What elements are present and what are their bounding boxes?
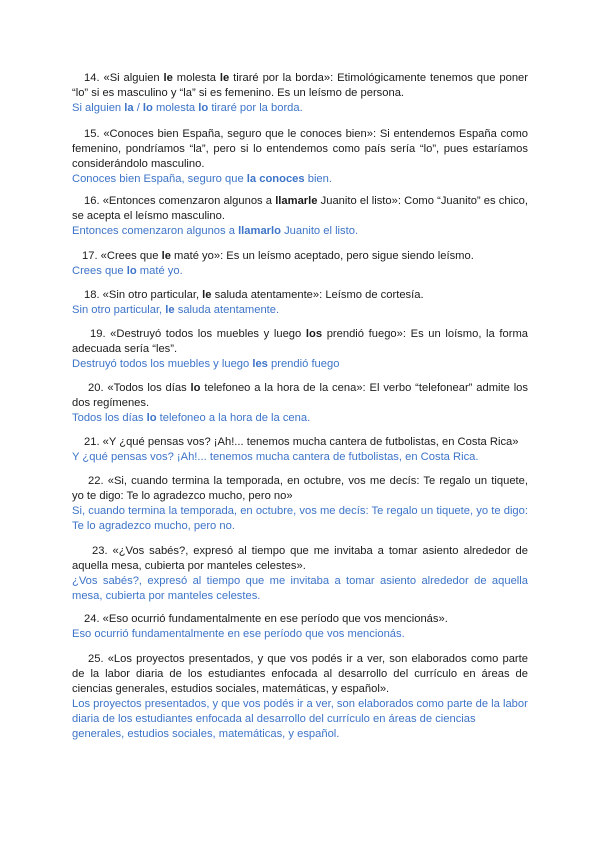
text-run: ¿Vos sabés?, expresó al tiempo que me invitaba a tomar asiento alrededor de aquella mesa, cubierta por manteles celestes. xyxy=(72,575,528,602)
text-run: 18. «Sin otro particular, xyxy=(84,289,203,301)
text-run: prendió fuego xyxy=(267,358,340,370)
text-run: Y ¿qué pensas vos? ¡Ah!... tenemos mucha cantera de futbolistas, en Costa Rica. xyxy=(72,451,479,463)
text-run: 16. «Entonces comenzaron algunos a xyxy=(84,195,276,207)
text-run: maté yo»: Es un leísmo aceptado, pero sigue siendo leísmo. xyxy=(170,250,474,262)
exercise-25 xyxy=(72,652,528,742)
text-run: 20. «Todos los días xyxy=(88,382,191,394)
text-run: telefoneo a la hora de la cena. xyxy=(156,412,311,424)
pronoun-highlight: lo xyxy=(190,382,201,394)
text-run: 19. «Destruyó todos los muebles y luego xyxy=(90,328,306,340)
text-run: Juanito el listo»: Como “Juanito” es chico, se acepta el leísmo masculino. xyxy=(72,195,528,222)
pronoun-highlight: le xyxy=(161,250,171,262)
exercise-24 xyxy=(72,612,528,642)
pronoun-highlight: la conoces xyxy=(246,173,305,185)
text-run: Los proyectos presentados, y que vos podés ir a ver, son elaborados como parte de la labor diaria de los estudiantes enfocada al desarrollo del currículo en áreas de ciencias generales, estudios sociales, matemáticas, y español. xyxy=(72,698,528,740)
exercise-correction xyxy=(72,450,528,465)
exercise-17 xyxy=(72,249,528,279)
exercise-correction xyxy=(72,101,528,116)
exercise-23 xyxy=(72,544,528,604)
exercise-question xyxy=(72,652,528,697)
exercise-question xyxy=(72,327,528,357)
text-run: Si alguien xyxy=(72,102,125,114)
exercise-14 xyxy=(72,71,528,116)
text-run: Sin otro particular, xyxy=(72,304,166,316)
exercise-19 xyxy=(72,327,528,372)
text-run: Conoces bien España, seguro que xyxy=(72,173,247,185)
pronoun-highlight: los xyxy=(305,328,323,340)
exercise-correction xyxy=(72,411,528,426)
pronoun-highlight: le xyxy=(165,304,175,316)
exercise-correction xyxy=(72,303,528,318)
exercise-question xyxy=(72,127,528,172)
exercise-correction xyxy=(72,224,528,239)
text-run: Crees que xyxy=(72,265,127,277)
exercise-correction xyxy=(72,504,528,534)
exercise-question xyxy=(72,544,528,574)
exercise-question xyxy=(72,612,528,627)
exercise-correction xyxy=(72,627,528,642)
exercise-16 xyxy=(72,194,528,239)
exercise-correction xyxy=(72,357,528,372)
text-run: saluda atentamente. xyxy=(174,304,280,316)
exercise-15 xyxy=(72,127,528,187)
pronoun-highlight: llamarlo xyxy=(238,225,281,237)
text-run: telefoneo a la hora de la cena»: El verbo “telefonear” admite los dos regímenes. xyxy=(72,382,528,409)
exercise-question xyxy=(72,435,528,450)
text-run: 22. «Si, cuando termina la temporada, en octubre, vos me decís: Te regalo un tiquete, yo te digo: Te lo agradezco mucho, pero no» xyxy=(72,475,528,502)
text-run: Todos los días xyxy=(72,412,147,424)
pronoun-highlight: llamarle xyxy=(275,195,318,207)
text-run: 23. «¿Vos sabés?, expresó al tiempo que me invitaba a tomar asiento alrededor de aquella mesa, cubierta por manteles celestes». xyxy=(72,545,528,572)
text-run: tiraré por la borda. xyxy=(208,102,303,114)
text-run: 15. «Conoces bien España, seguro que le conoces bien»: Si entendemos España como femenino, pondríamos “la”, pero si lo entendemos como país sería “lo”, pues estaríamos considerándolo masculino. xyxy=(72,128,528,170)
text-run: 24. «Eso ocurrió fundamentalmente en ese período que vos mencionás». xyxy=(84,613,448,625)
exercise-question xyxy=(72,381,528,411)
text-run: molesta xyxy=(152,102,199,114)
exercise-question xyxy=(72,288,528,303)
exercise-22 xyxy=(72,474,528,534)
text-run: maté yo. xyxy=(136,265,183,277)
text-run: Eso ocurrió fundamentalmente en ese período que vos mencionás. xyxy=(72,628,405,640)
exercise-question xyxy=(72,474,528,504)
pronoun-highlight: le xyxy=(163,72,173,84)
text-run: Juanito el listo. xyxy=(280,225,359,237)
exercise-18 xyxy=(72,288,528,318)
exercise-correction xyxy=(72,574,528,604)
exercise-question xyxy=(72,249,528,264)
pronoun-highlight: lo xyxy=(142,102,153,114)
exercise-correction xyxy=(72,697,528,742)
text-run: molesta xyxy=(172,72,220,84)
pronoun-highlight: lo xyxy=(126,265,137,277)
text-run: 25. «Los proyectos presentados, y que vos podés ir a ver, son elaborados como parte de la labor diaria de los estudiantes enfocada al desarrollo del currículo en áreas de ciencias generales, estudios sociales, matemáticas, y español». xyxy=(72,653,528,695)
pronoun-highlight: les xyxy=(252,358,268,370)
text-run: Destruyó todos los muebles y luego xyxy=(72,358,253,370)
exercise-question xyxy=(72,71,528,101)
pronoun-highlight: lo xyxy=(146,412,157,424)
text-run: 14. «Si alguien xyxy=(84,72,164,84)
text-run: / xyxy=(133,102,143,114)
pronoun-highlight: le xyxy=(219,72,230,84)
text-run: Entonces comenzaron algunos a xyxy=(72,225,239,237)
text-run: prendió fuego»: Es un loísmo, la forma adecuada sería “les”. xyxy=(72,328,528,355)
text-run: Si, cuando termina la temporada, en octubre, vos me decís: Te regalo un tiquete, yo te digo: Te lo agradezco mucho, pero no. xyxy=(72,505,528,532)
text-run: bien. xyxy=(304,173,332,185)
text-run: 21. «Y ¿qué pensas vos? ¡Ah!... tenemos mucha cantera de futbolistas, en Costa Rica» xyxy=(84,436,519,448)
pronoun-highlight: la xyxy=(124,102,134,114)
text-run: 17. «Crees que xyxy=(82,250,162,262)
exercise-correction xyxy=(72,172,528,187)
pronoun-highlight: lo xyxy=(198,102,209,114)
exercise-20 xyxy=(72,381,528,426)
exercise-21 xyxy=(72,435,528,465)
pronoun-highlight: le xyxy=(202,289,212,301)
text-run: saluda atentamente»: Leísmo de cortesía. xyxy=(211,289,424,301)
exercise-question xyxy=(72,194,528,224)
text-run: tiraré por la borda»: Etimológicamente tenemos que poner “lo” si es masculino y “la” si es femenino. Es un leísmo de persona. xyxy=(72,72,528,99)
exercise-correction xyxy=(72,264,528,279)
